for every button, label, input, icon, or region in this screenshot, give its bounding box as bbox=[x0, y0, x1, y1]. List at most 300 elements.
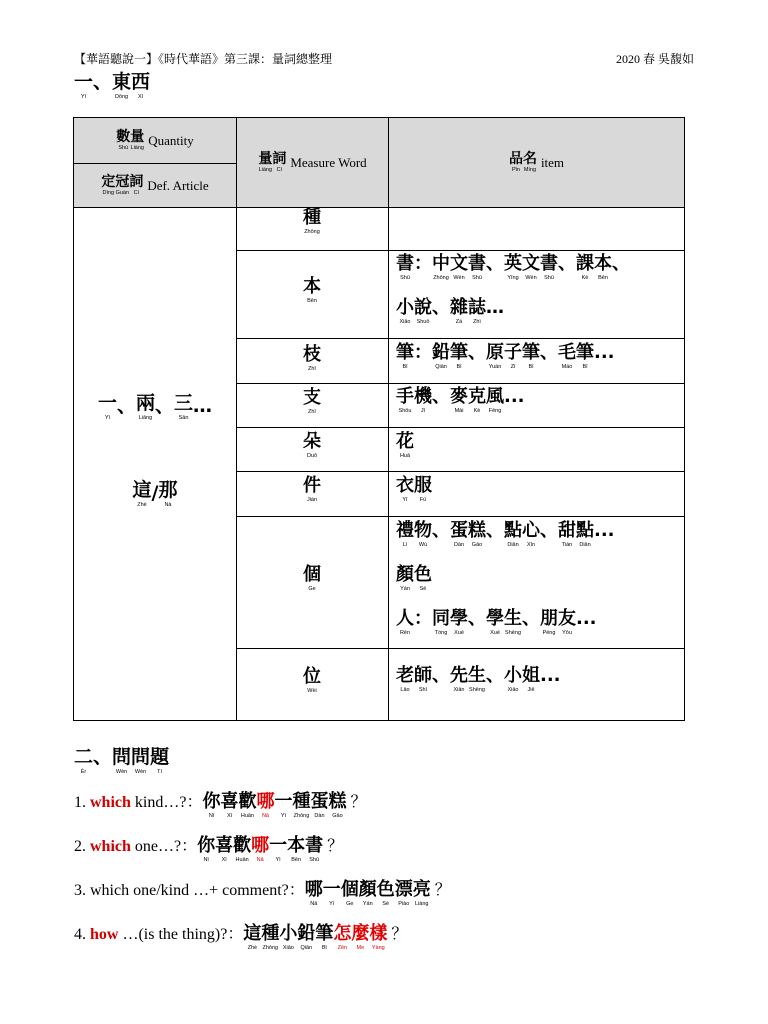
hanzi-with-pinyin bbox=[558, 343, 576, 370]
pinyin: Zhè bbox=[137, 501, 147, 508]
pinyin: Qiān bbox=[435, 363, 447, 370]
item-header-en: item bbox=[540, 154, 565, 170]
pinyin: Sè bbox=[382, 900, 390, 907]
hanzi-with-pinyin bbox=[396, 609, 414, 636]
divider bbox=[236, 516, 684, 517]
hanzi: 西 bbox=[131, 71, 151, 93]
pinyin: Bǐ bbox=[582, 363, 588, 370]
measure-word bbox=[236, 388, 388, 415]
hanzi-with-pinyin bbox=[258, 151, 272, 174]
hanzi: 量 bbox=[130, 129, 145, 146]
hanzi: 量 bbox=[258, 151, 273, 168]
punctuation: ... bbox=[504, 386, 525, 407]
pinyin: Yī bbox=[80, 93, 87, 100]
punctuation: ... bbox=[594, 520, 615, 541]
hanzi: 漂 bbox=[394, 879, 413, 900]
hanzi-with-pinyin bbox=[486, 609, 504, 636]
hanzi-with-pinyin bbox=[202, 792, 220, 819]
hanzi-with-pinyin bbox=[287, 836, 305, 863]
hanzi-with-pinyin bbox=[396, 565, 414, 592]
hanzi-with-pinyin bbox=[522, 521, 540, 548]
hanzi: 樣 bbox=[369, 923, 388, 944]
pinyin: Shēng bbox=[505, 629, 521, 636]
hanzi: 麥 bbox=[450, 386, 468, 407]
hanzi-with-pinyin bbox=[576, 254, 594, 281]
hanzi: 亮 bbox=[412, 879, 431, 900]
hanzi-with-pinyin bbox=[115, 174, 129, 197]
hanzi: 顏 bbox=[358, 879, 377, 900]
pinyin: Dàn bbox=[314, 812, 325, 819]
hanzi: 筆 bbox=[396, 342, 414, 363]
hanzi: 毛 bbox=[558, 342, 576, 363]
question-keyword: which bbox=[90, 838, 131, 855]
hanzi-with-pinyin bbox=[174, 393, 193, 421]
hanzi-with-pinyin bbox=[377, 880, 395, 907]
hanzi: 書 bbox=[468, 253, 486, 274]
hanzi: 兩 bbox=[135, 392, 155, 414]
punctuation: ： bbox=[414, 608, 432, 629]
hanzi-with-pinyin bbox=[243, 924, 261, 951]
hanzi: 朋 bbox=[540, 608, 558, 629]
hanzi-with-pinyin bbox=[323, 880, 341, 907]
hanzi-with-pinyin bbox=[112, 747, 131, 775]
hanzi-with-pinyin bbox=[414, 387, 432, 414]
hanzi-with-pinyin bbox=[333, 924, 351, 951]
item-line bbox=[396, 254, 630, 281]
pinyin: Yán bbox=[400, 585, 410, 592]
pinyin: Shū bbox=[309, 856, 320, 863]
section-1-title bbox=[74, 72, 150, 100]
punctuation: 、 bbox=[432, 520, 450, 541]
hanzi: 書 bbox=[305, 835, 324, 856]
question-english: one…?： bbox=[134, 838, 198, 855]
pinyin: Liàng bbox=[415, 900, 429, 907]
header-zh-label bbox=[101, 174, 143, 197]
pinyin: Shū bbox=[544, 274, 554, 281]
hanzi-with-pinyin bbox=[112, 72, 131, 100]
pinyin: Zěn bbox=[337, 944, 348, 951]
hanzi-with-pinyin bbox=[305, 836, 323, 863]
quantity-header bbox=[74, 118, 236, 163]
hanzi-with-pinyin bbox=[558, 609, 576, 636]
hanzi: 姐 bbox=[522, 665, 540, 686]
hanzi: 個 bbox=[340, 879, 359, 900]
pinyin: Zhǒng bbox=[262, 944, 279, 951]
divider bbox=[236, 338, 684, 339]
measure-word bbox=[236, 565, 388, 592]
pinyin: Èr bbox=[80, 768, 87, 775]
question-mark: ？ bbox=[387, 926, 408, 943]
hanzi-with-pinyin bbox=[450, 609, 468, 636]
hanzi: 朵 bbox=[303, 431, 321, 452]
pinyin: Wèn bbox=[115, 768, 128, 775]
pinyin: Kè bbox=[473, 407, 481, 414]
hanzi-with-pinyin bbox=[432, 609, 450, 636]
quantity-header-en: Quantity bbox=[148, 132, 194, 148]
hanzi-with-pinyin bbox=[359, 880, 377, 907]
hanzi: 個 bbox=[303, 564, 321, 585]
hanzi: 種 bbox=[292, 791, 311, 812]
pinyin: Zhōng bbox=[433, 274, 449, 281]
hanzi: 一 bbox=[274, 791, 293, 812]
pinyin: Ge bbox=[308, 585, 316, 592]
hanzi: 東 bbox=[112, 71, 132, 93]
pinyin: Xī bbox=[137, 93, 144, 100]
pinyin: Bǐ bbox=[528, 363, 534, 370]
punctuation: 、 bbox=[558, 253, 576, 274]
hanzi: 文 bbox=[522, 253, 540, 274]
pinyin: Wén bbox=[453, 274, 465, 281]
punctuation: 、 bbox=[486, 520, 504, 541]
punctuation: ... bbox=[540, 665, 561, 686]
hanzi: 蛋 bbox=[450, 520, 468, 541]
measure-word-header bbox=[237, 118, 388, 207]
pinyin: Zá bbox=[455, 318, 463, 325]
hanzi-with-pinyin bbox=[297, 924, 315, 951]
punctuation: 、 bbox=[432, 386, 450, 407]
hanzi: 克 bbox=[468, 386, 486, 407]
divider bbox=[236, 250, 684, 251]
hanzi-with-pinyin bbox=[303, 277, 321, 304]
pinyin: Jiě bbox=[527, 686, 535, 693]
question-item bbox=[74, 924, 407, 951]
pinyin: Qiān bbox=[300, 944, 313, 951]
punctuation: / bbox=[151, 482, 159, 505]
hanzi-with-pinyin bbox=[396, 666, 414, 693]
punctuation: ： bbox=[414, 342, 432, 363]
hanzi: 你 bbox=[197, 835, 216, 856]
pinyin: Huā bbox=[399, 452, 411, 459]
punctuation: 、 bbox=[93, 746, 113, 768]
hanzi: 支 bbox=[303, 387, 321, 408]
item-line bbox=[396, 343, 615, 370]
pinyin: Zhī bbox=[308, 365, 316, 372]
pinyin: Yán bbox=[362, 900, 373, 907]
pinyin: Zhǒng bbox=[293, 812, 310, 819]
punctuation: 、 bbox=[432, 297, 450, 318]
hanzi-with-pinyin bbox=[504, 343, 522, 370]
header-title: 【華語聽說一】《時代華語》第三課：量詞總整理 bbox=[74, 52, 333, 66]
pinyin: Diǎn bbox=[507, 541, 519, 548]
article-header bbox=[74, 164, 236, 207]
hanzi-with-pinyin bbox=[414, 666, 432, 693]
item-line bbox=[396, 666, 561, 693]
hanzi-with-pinyin bbox=[414, 298, 432, 325]
punctuation: 、 bbox=[486, 253, 504, 274]
hanzi: 筆 bbox=[315, 923, 334, 944]
hanzi-with-pinyin bbox=[116, 129, 130, 152]
hanzi: 物 bbox=[414, 520, 432, 541]
pinyin: Xīn bbox=[526, 541, 536, 548]
pinyin: Nà bbox=[164, 501, 172, 508]
hanzi: 服 bbox=[414, 475, 432, 496]
hanzi-with-pinyin bbox=[450, 343, 468, 370]
hanzi: 這 bbox=[243, 923, 262, 944]
hanzi: 師 bbox=[414, 665, 432, 686]
hanzi-with-pinyin bbox=[197, 836, 215, 863]
punctuation: … bbox=[193, 395, 213, 418]
hanzi: 花 bbox=[396, 431, 414, 452]
punctuation: 、 bbox=[612, 253, 630, 274]
hanzi: 一 bbox=[322, 879, 341, 900]
punctuation: ... bbox=[576, 608, 597, 629]
measure-word bbox=[236, 277, 388, 304]
hanzi: 題 bbox=[150, 746, 170, 768]
pinyin: Tóng bbox=[434, 629, 448, 636]
hanzi-with-pinyin bbox=[414, 476, 432, 503]
pinyin: Pǐn bbox=[511, 167, 520, 174]
hanzi: 一 bbox=[97, 392, 117, 414]
hanzi-with-pinyin bbox=[303, 667, 321, 694]
divider bbox=[236, 648, 684, 649]
hanzi: 小 bbox=[279, 923, 298, 944]
hanzi: 子 bbox=[504, 342, 522, 363]
hanzi: 一 bbox=[74, 71, 94, 93]
pinyin: Fú bbox=[419, 496, 427, 503]
hanzi-with-pinyin bbox=[130, 129, 144, 152]
hanzi: 歡 bbox=[233, 835, 252, 856]
pinyin: Nǐ bbox=[208, 812, 215, 819]
hanzi: 風 bbox=[486, 386, 504, 407]
pinyin: Běn bbox=[598, 274, 608, 281]
pinyin: Lǎo bbox=[400, 686, 410, 693]
hanzi-with-pinyin bbox=[450, 666, 468, 693]
header-zh-label bbox=[258, 151, 286, 174]
punctuation: 、 bbox=[540, 520, 558, 541]
question-keyword: how bbox=[90, 926, 119, 943]
pinyin: Lǐ bbox=[402, 541, 408, 548]
hanzi-with-pinyin bbox=[150, 747, 169, 775]
header-zh-label bbox=[509, 151, 537, 174]
hanzi-with-pinyin bbox=[522, 666, 540, 693]
question-item bbox=[74, 836, 343, 863]
question-number: 3. bbox=[74, 882, 90, 899]
hanzi-with-pinyin bbox=[369, 924, 387, 951]
hanzi-with-pinyin bbox=[522, 343, 540, 370]
section-2-title bbox=[74, 747, 169, 775]
question-english: which one/kind …+ comment?： bbox=[90, 882, 305, 899]
pinyin: Nǐ bbox=[203, 856, 209, 863]
pinyin: Péng bbox=[542, 629, 556, 636]
pinyin: Gāo bbox=[471, 541, 483, 548]
pinyin: Shū bbox=[400, 274, 410, 281]
hanzi: 哪 bbox=[256, 791, 275, 812]
pinyin: Dōng bbox=[114, 93, 129, 100]
hanzi-with-pinyin bbox=[74, 72, 93, 100]
hanzi: 麼 bbox=[351, 923, 370, 944]
pinyin: Yǒu bbox=[562, 629, 572, 636]
hanzi-with-pinyin bbox=[101, 174, 115, 197]
question-number: 2. bbox=[74, 838, 90, 855]
punctuation: 、 bbox=[468, 342, 486, 363]
hanzi: 點 bbox=[504, 520, 522, 541]
hanzi: 原 bbox=[486, 342, 504, 363]
item-line bbox=[396, 565, 432, 592]
hanzi-with-pinyin bbox=[504, 609, 522, 636]
item-line bbox=[396, 476, 432, 503]
hanzi-with-pinyin bbox=[136, 393, 155, 421]
hanzi: 色 bbox=[414, 564, 432, 585]
pinyin: Yīng bbox=[507, 274, 519, 281]
measure-word bbox=[236, 345, 388, 372]
hanzi: 衣 bbox=[396, 475, 414, 496]
pinyin: Shī bbox=[418, 686, 428, 693]
question-item bbox=[74, 792, 366, 819]
punctuation: 、 bbox=[486, 665, 504, 686]
pinyin: Fēng bbox=[488, 407, 502, 414]
hanzi-with-pinyin bbox=[414, 565, 432, 592]
punctuation: 、 bbox=[155, 395, 175, 418]
hanzi-with-pinyin bbox=[450, 521, 468, 548]
hanzi-with-pinyin bbox=[396, 432, 414, 459]
hanzi: 心 bbox=[522, 520, 540, 541]
hanzi: 小 bbox=[504, 665, 522, 686]
hanzi: 你 bbox=[202, 791, 221, 812]
hanzi-with-pinyin bbox=[558, 521, 576, 548]
hanzi-with-pinyin bbox=[305, 880, 323, 907]
hanzi-with-pinyin bbox=[432, 343, 450, 370]
hanzi: 糕 bbox=[328, 791, 347, 812]
pinyin: Jī bbox=[420, 407, 426, 414]
hanzi-with-pinyin bbox=[396, 387, 414, 414]
hanzi-with-pinyin bbox=[450, 387, 468, 414]
hanzi-with-pinyin bbox=[413, 880, 431, 907]
hanzi: 種 bbox=[303, 207, 321, 228]
pinyin: Yī bbox=[402, 496, 408, 503]
hanzi-with-pinyin bbox=[303, 388, 321, 415]
item-line bbox=[396, 432, 414, 459]
question-mark: ？ bbox=[346, 794, 367, 811]
pinyin: Míng bbox=[523, 167, 537, 174]
pinyin: Wù bbox=[418, 541, 428, 548]
pinyin: Shù bbox=[118, 145, 129, 152]
hanzi: 定 bbox=[101, 174, 116, 191]
item-line bbox=[396, 521, 615, 548]
numbers-cell bbox=[74, 393, 236, 421]
measure-word-header-en: Measure Word bbox=[290, 154, 367, 170]
pinyin: Guàn bbox=[115, 190, 130, 197]
pinyin: Nǎ bbox=[261, 812, 269, 819]
hanzi-with-pinyin bbox=[468, 298, 486, 325]
hanzi-with-pinyin bbox=[576, 343, 594, 370]
hanzi: 件 bbox=[303, 475, 321, 496]
pinyin: Bǐ bbox=[456, 363, 462, 370]
pinyin: Piào bbox=[398, 900, 410, 907]
punctuation: 、 bbox=[116, 395, 136, 418]
hanzi: 問 bbox=[112, 746, 132, 768]
hanzi: 顏 bbox=[396, 564, 414, 585]
hanzi-with-pinyin bbox=[540, 609, 558, 636]
hanzi-with-pinyin bbox=[504, 254, 522, 281]
pinyin: Yī bbox=[104, 414, 111, 421]
pinyin: Gāo bbox=[332, 812, 343, 819]
hanzi-with-pinyin bbox=[486, 343, 504, 370]
hanzi: 那 bbox=[158, 479, 178, 501]
pinyin: Xǐ bbox=[221, 856, 227, 863]
item-line bbox=[396, 387, 525, 414]
hanzi: 哪 bbox=[304, 879, 323, 900]
punctuation: 、 bbox=[432, 665, 450, 686]
pinyin: Nǎ bbox=[310, 900, 318, 907]
hanzi: 喜 bbox=[220, 791, 239, 812]
pinyin: Cí bbox=[133, 190, 140, 197]
divider bbox=[388, 118, 389, 720]
hanzi: 冠 bbox=[115, 174, 130, 191]
hanzi-with-pinyin bbox=[303, 432, 321, 459]
pinyin: Zǐ bbox=[510, 363, 516, 370]
header-zh-label bbox=[116, 129, 144, 152]
hanzi: 先 bbox=[450, 665, 468, 686]
divider bbox=[236, 471, 684, 472]
hanzi: 點 bbox=[576, 520, 594, 541]
hanzi-with-pinyin bbox=[133, 480, 152, 508]
item-header bbox=[389, 118, 684, 207]
pinyin: Xué bbox=[490, 629, 500, 636]
hanzi-with-pinyin bbox=[238, 792, 256, 819]
hanzi: 怎 bbox=[333, 923, 352, 944]
question-english: kind…?： bbox=[134, 794, 203, 811]
pinyin: Diǎn bbox=[579, 541, 591, 548]
hanzi: 課 bbox=[576, 253, 594, 274]
pinyin: Sān bbox=[178, 414, 189, 421]
pinyin: Xiǎo bbox=[399, 318, 411, 325]
hanzi-with-pinyin bbox=[303, 565, 321, 592]
pinyin: Liǎng bbox=[138, 414, 153, 421]
hanzi-with-pinyin bbox=[504, 521, 522, 548]
hanzi: 詞 bbox=[272, 151, 287, 168]
punctuation: 、 bbox=[93, 71, 113, 93]
pinyin: Xué bbox=[454, 629, 464, 636]
hanzi-with-pinyin bbox=[158, 480, 177, 508]
hanzi-with-pinyin bbox=[98, 393, 117, 421]
hanzi: 這 bbox=[132, 479, 152, 501]
hanzi: 學 bbox=[450, 608, 468, 629]
hanzi-with-pinyin bbox=[509, 151, 523, 174]
hanzi: 筆 bbox=[450, 342, 468, 363]
hanzi: 位 bbox=[303, 666, 321, 687]
hanzi: 本 bbox=[594, 253, 612, 274]
pinyin: Zhì bbox=[473, 318, 481, 325]
hanzi: 名 bbox=[522, 151, 537, 168]
hanzi: 問 bbox=[131, 746, 151, 768]
punctuation: 、 bbox=[540, 342, 558, 363]
hanzi-with-pinyin bbox=[540, 254, 558, 281]
hanzi: 筆 bbox=[522, 342, 540, 363]
hanzi-with-pinyin bbox=[450, 298, 468, 325]
pinyin: Yí bbox=[329, 900, 335, 907]
pinyin: Me bbox=[356, 944, 365, 951]
pinyin: Rén bbox=[399, 629, 411, 636]
pinyin: Wèn bbox=[134, 768, 147, 775]
pinyin: Xiān bbox=[453, 686, 465, 693]
item-line bbox=[396, 609, 597, 636]
hanzi: 機 bbox=[414, 386, 432, 407]
punctuation: ... bbox=[594, 342, 615, 363]
hanzi-with-pinyin bbox=[272, 151, 286, 174]
pinyin: Shēng bbox=[469, 686, 485, 693]
hanzi: 友 bbox=[558, 608, 576, 629]
pinyin: Bǐ bbox=[402, 363, 408, 370]
question-mark: ？ bbox=[323, 838, 344, 855]
pinyin: Ge bbox=[346, 900, 354, 907]
hanzi: 英 bbox=[504, 253, 522, 274]
hanzi-with-pinyin bbox=[251, 836, 269, 863]
hanzi: 品 bbox=[508, 151, 523, 168]
hanzi: 書 bbox=[540, 253, 558, 274]
hanzi-with-pinyin bbox=[341, 880, 359, 907]
hanzi-with-pinyin bbox=[396, 476, 414, 503]
hanzi: 二 bbox=[74, 746, 94, 768]
